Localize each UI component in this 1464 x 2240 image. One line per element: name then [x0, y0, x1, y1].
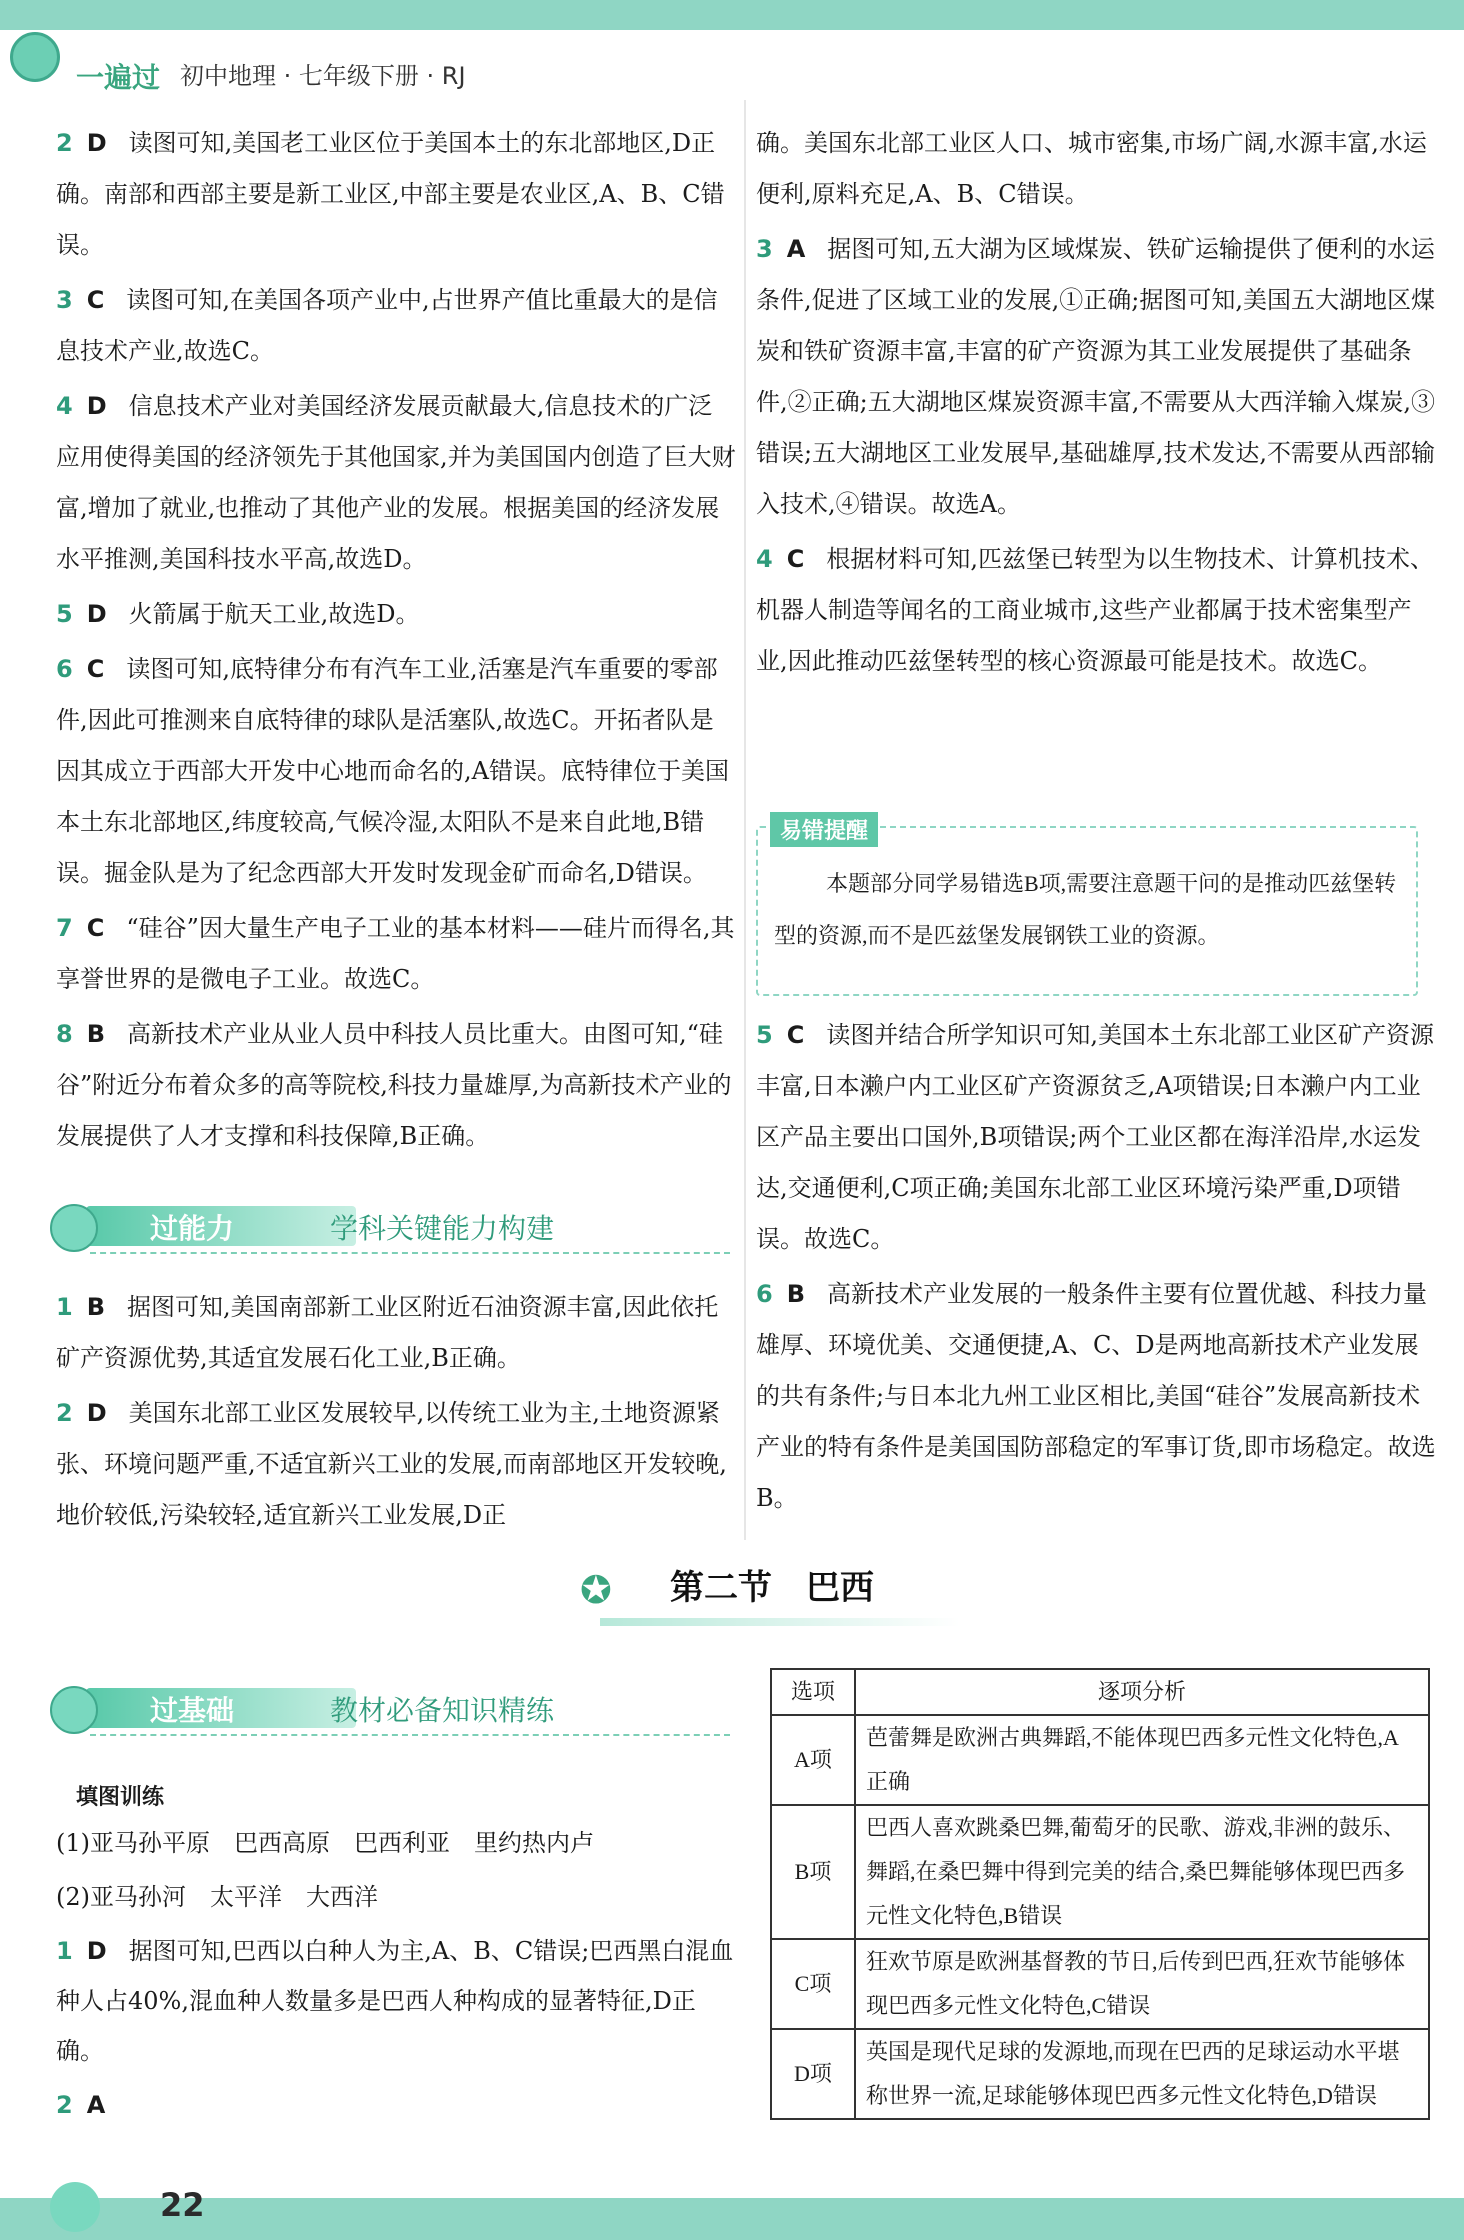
- answer-paragraph: [56, 1388, 736, 1541]
- table-row: [771, 1715, 1429, 1805]
- answer-letter: C: [86, 286, 105, 314]
- answer-letter: A: [86, 2091, 106, 2119]
- left-column: [56, 118, 736, 1166]
- answer-paragraph: [56, 381, 736, 585]
- explanation-text: 读图可知,美国老工业区位于美国本土的东北部地区,D正确。南部和西部主要是新工业区,中部主要是农业区,A、B、C错误。: [56, 129, 725, 259]
- table-cell-analysis: 狂欢节原是欧洲基督教的节日,后传到巴西,狂欢节能够体现巴西多元性文化特色,C错误: [855, 1939, 1429, 2029]
- ability-tag-title: 过能力: [150, 1212, 235, 1245]
- basic-tag-subtitle: 教材必备知识精练: [330, 1694, 555, 1727]
- tip-label: 易错提醒: [770, 812, 878, 847]
- page-number-badge: [50, 2176, 205, 2232]
- table-header-option: 选项: [771, 1669, 855, 1715]
- mascot-icon: [50, 2182, 100, 2232]
- answer-letter: B: [86, 1293, 105, 1321]
- answer-paragraph: [56, 1282, 736, 1384]
- question-number: 4: [56, 392, 73, 420]
- right-column-lower: [756, 1010, 1436, 1528]
- explanation-text: “硅谷”因大量生产电子工业的基本材料——硅片而得名,其享誉世界的是微电子工业。故选C。: [56, 914, 735, 993]
- question-number: 2: [56, 1399, 73, 1427]
- error-tip-box: [756, 819, 1418, 996]
- right-column: [756, 118, 1436, 691]
- question-number: 3: [56, 286, 73, 314]
- question-number: 5: [56, 600, 73, 628]
- explanation-text: 据图可知,巴西以白种人为主,A、B、C错误;巴西黑白混血种人占40%,混血种人数量多是巴西人种构成的显著特征,D正确。: [56, 1937, 734, 2065]
- table-cell-option: A项: [771, 1715, 855, 1805]
- table-cell-analysis: 英国是现代足球的发源地,而现在巴西的足球运动水平堪称世界一流,足球能够体现巴西多元性文化特色,D错误: [855, 2029, 1429, 2119]
- explanation-text: 读图可知,底特律分布有汽车工业,活塞是汽车重要的零部件,因此可推测来自底特律的球队是活塞队,故选C。开拓者队是因其成立于西部大开发中心地而命名的,A错误。底特律位于美国本土东北部地区,纬度较高,气候冷湿,太阳队不是来自此地,B错误。掘金队是为了纪念西部大开发时发现金矿而命名,D错误。: [56, 655, 729, 887]
- basic-tag-title: 过基础: [150, 1694, 235, 1727]
- section-heading: [580, 1560, 1000, 1616]
- answer-paragraph: [56, 118, 736, 271]
- answer-paragraph: [756, 1269, 1436, 1524]
- fill-map-title: 填图训练: [76, 1785, 165, 1810]
- answer-letter: C: [86, 655, 105, 683]
- mascot-icon: [50, 1204, 98, 1252]
- question-number: 4: [756, 545, 773, 573]
- explanation-text: 根据材料可知,匹兹堡已转型为以生物技术、计算机技术、机器人制造等闻名的工商业城市,这些产业都属于技术密集型产业,因此推动匹兹堡转型的核心资源最可能是技术。故选C。: [756, 545, 1434, 675]
- page-number: 22: [160, 2186, 205, 2224]
- answer-paragraph: [756, 1010, 1436, 1265]
- explanation-text: 据图可知,五大湖为区域煤炭、铁矿运输提供了便利的水运条件,促进了区域工业的发展,①正确;据图可知,美国五大湖地区煤炭和铁矿资源丰富,丰富的矿产资源为其工业发展提供了基础条件,②正确;五大湖地区煤炭资源丰富,不需要从大西洋输入煤炭,③错误;五大湖地区工业发展早,基础雄厚,技术发达,不需要从西部输入技术,④错误。故选A。: [756, 235, 1435, 518]
- top-decorative-band: [0, 0, 1464, 30]
- answer-letter: D: [86, 600, 107, 628]
- question-number: 3: [756, 235, 773, 263]
- basic-section-tag: [50, 1686, 730, 1736]
- brand-name: 一遍过: [76, 61, 161, 94]
- answer-paragraph: [56, 589, 736, 640]
- mascot-icon: [50, 1686, 98, 1734]
- answer-letter: B: [86, 1020, 105, 1048]
- table-cell-analysis: 芭蕾舞是欧洲古典舞蹈,不能体现巴西多元性文化特色,A正确: [855, 1715, 1429, 1805]
- answer-letter: C: [786, 545, 805, 573]
- answer-paragraph: [56, 275, 736, 377]
- explanation-text: 高新技术产业从业人员中科技人员比重大。由图可知,“硅谷”附近分布着众多的高等院校,科技力量雄厚,为高新技术产业的发展提供了人才支撑和科技保障,B正确。: [56, 1020, 732, 1150]
- answer-paragraph: [56, 2080, 736, 2130]
- explanation-text: 美国东北部工业区发展较早,以传统工业为主,土地资源紧张、环境问题严重,不适宜新兴工业的发展,而南部地区开发较晚,地价较低,污染较轻,适宜新兴工业发展,D正: [56, 1399, 727, 1529]
- fill-line: (1)亚马孙平原 巴西高原 巴西利亚 里约热内卢: [56, 1829, 594, 1857]
- mascot-logo-icon: [10, 32, 60, 82]
- answer-paragraph: [56, 903, 736, 1005]
- table-cell-option: C项: [771, 1939, 855, 2029]
- question-number: 1: [56, 1293, 73, 1321]
- answer-letter: D: [86, 1399, 107, 1427]
- answer-paragraph: [56, 1009, 736, 1162]
- table-cell-option: D项: [771, 2029, 855, 2119]
- answer-letter: A: [786, 235, 806, 263]
- explanation-text: 读图并结合所学知识可知,美国本土东北部工业区矿产资源丰富,日本濑户内工业区矿产资源贫乏,A项错误;日本濑户内工业区产品主要出口国外,B项错误;两个工业区都在海洋沿岸,水运发达,交通便利,C项正确;美国东北部工业区环境污染严重,D项错误。故选C。: [756, 1021, 1434, 1253]
- answer-paragraph: [56, 1926, 736, 2076]
- dashed-rule: [90, 1734, 730, 1736]
- table-row: [771, 1805, 1429, 1939]
- answer-paragraph: [56, 644, 736, 899]
- fill-line: (2)亚马孙河 太平洋 大西洋: [56, 1883, 378, 1911]
- ability-tag-subtitle: 学科关键能力构建: [330, 1212, 555, 1245]
- left-ability-column: [56, 1282, 736, 1545]
- column-divider: [744, 100, 746, 1540]
- question-number: 7: [56, 914, 73, 942]
- table-row: [771, 2029, 1429, 2119]
- explanation-text: 信息技术产业对美国经济发展贡献最大,信息技术的广泛应用使得美国的经济领先于其他国家,并为美国国内创造了巨大财富,增加了就业,也推动了其他产业的发展。根据美国的经济发展水平推测,美国科技水平高,故选D。: [56, 392, 736, 573]
- section2-left-column: [56, 1818, 736, 2134]
- ability-section-tag: [50, 1204, 730, 1254]
- answer-letter: D: [86, 129, 107, 157]
- tip-text: 本题部分同学易错选B项,需要注意题干问的是推动匹兹堡转型的资源,而不是匹兹堡发展钢铁工业的资源。: [774, 871, 1397, 948]
- table-header-row: [771, 1669, 1429, 1715]
- question-number: 1: [56, 1937, 73, 1965]
- table-header-analysis: 逐项分析: [855, 1669, 1429, 1715]
- answer-letter: D: [86, 392, 107, 420]
- answer-letter: D: [86, 1937, 107, 1965]
- answer-letter: C: [86, 914, 105, 942]
- continued-paragraph: 确。美国东北部工业区人口、城市密集,市场广阔,水源丰富,水运便利,原料充足,A、B、C错误。: [756, 129, 1427, 208]
- title-underline: [600, 1618, 960, 1626]
- option-analysis-table: [770, 1668, 1430, 2120]
- table-cell-analysis: 巴西人喜欢跳桑巴舞,葡萄牙的民歌、游戏,非洲的鼓乐、舞蹈,在桑巴舞中得到完美的结合,桑巴舞能够体现巴西多元性文化特色,B错误: [855, 1805, 1429, 1939]
- answer-paragraph: [756, 534, 1436, 687]
- section-title: 第二节 巴西: [670, 1568, 874, 1608]
- bottom-decorative-band: [0, 2198, 1464, 2240]
- question-number: 2: [56, 129, 73, 157]
- explanation-text: 火箭属于航天工业,故选D。: [128, 600, 420, 628]
- dashed-rule: [90, 1252, 730, 1254]
- book-title: 初中地理 · 七年级下册 · RJ: [180, 62, 466, 90]
- answer-letter: C: [786, 1021, 805, 1049]
- question-number: 8: [56, 1020, 73, 1048]
- star-icon: ✪: [580, 1568, 612, 1612]
- question-number: 5: [756, 1021, 773, 1049]
- question-number: 2: [56, 2091, 73, 2119]
- answer-letter: B: [786, 1280, 805, 1308]
- explanation-text: 据图可知,美国南部新工业区附近石油资源丰富,因此依托矿产资源优势,其适宜发展石化工业,B正确。: [56, 1293, 719, 1372]
- answer-paragraph: [756, 224, 1436, 530]
- explanation-text: 读图可知,在美国各项产业中,占世界产值比重最大的是信息技术产业,故选C。: [56, 286, 718, 365]
- question-number: 6: [756, 1280, 773, 1308]
- question-number: 6: [56, 655, 73, 683]
- table-cell-option: B项: [771, 1805, 855, 1939]
- table-row: [771, 1939, 1429, 2029]
- explanation-text: 高新技术产业发展的一般条件主要有位置优越、科技力量雄厚、环境优美、交通便捷,A、C、D是两地高新技术产业发展的共有条件;与日本北九州工业区相比,美国“硅谷”发展高新技术产业的特有条件是美国国防部稳定的军事订货,即市场稳定。故选B。: [756, 1280, 1436, 1512]
